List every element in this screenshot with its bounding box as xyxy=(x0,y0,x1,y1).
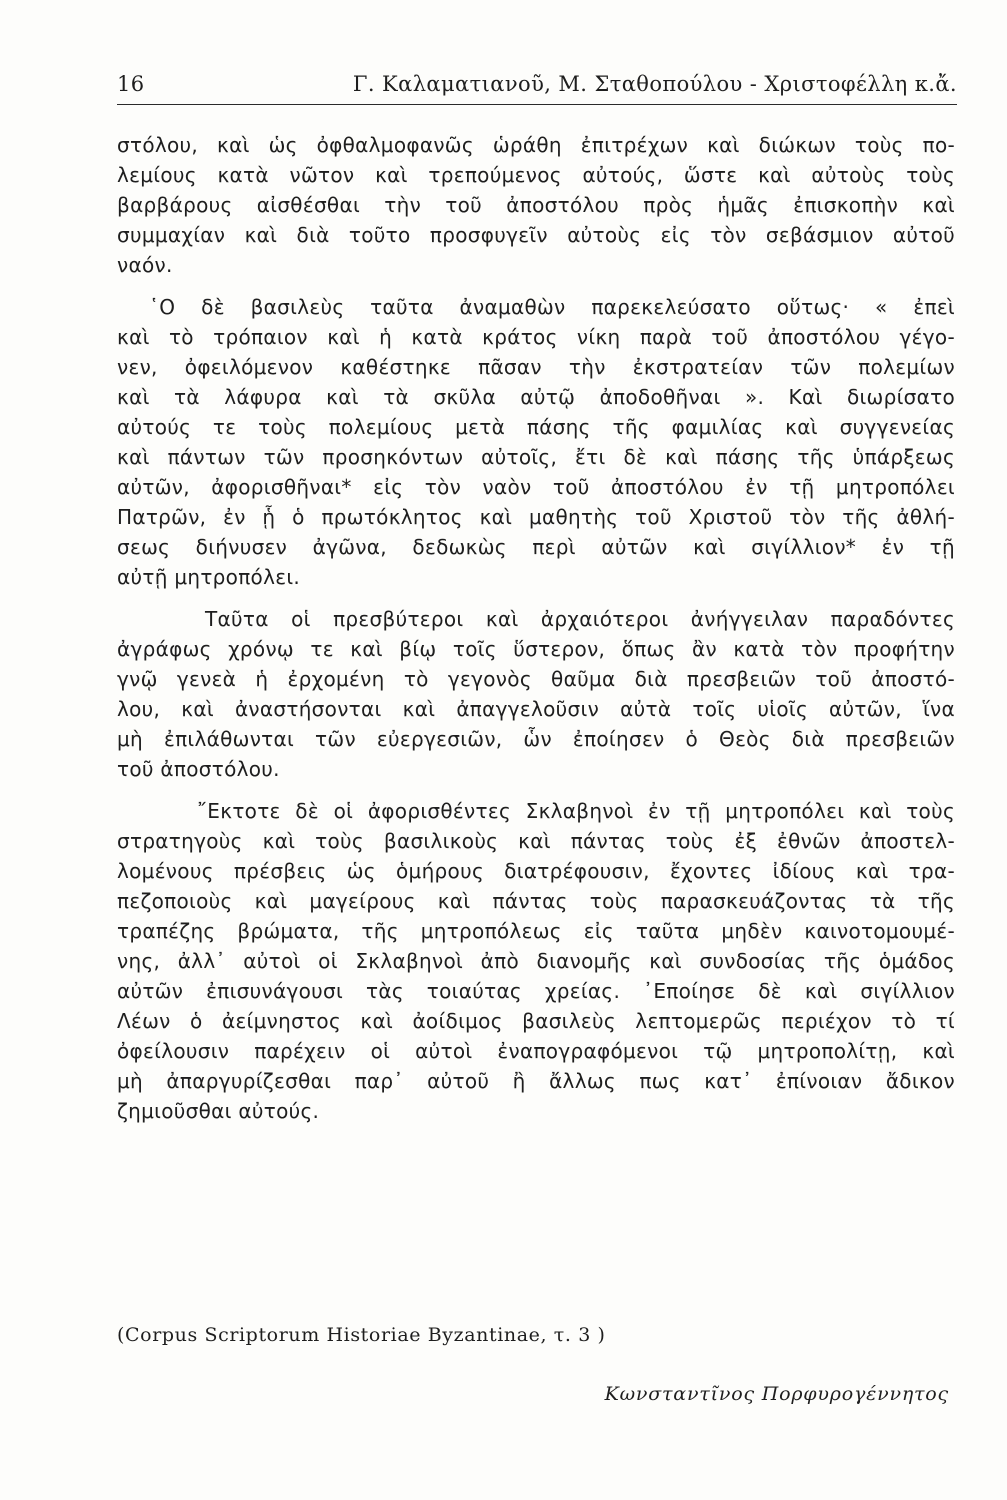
text-line: Ταῦτα οἱ πρεσβύτεροι καὶ ἀρχαιότεροι ἀνήγγειλαν παραδόντες xyxy=(205,607,955,631)
text-line: γνῷ γενεὰ ἡ ἐρχομένη τὸ γεγονὸς θαῦμα διὰ πρεσβειῶν τοῦ ἀποστό- xyxy=(117,667,955,691)
text-line: Λέων ὁ ἀείμνηστος καὶ ἀοίδιμος βασιλεὺς λεπτομερῶς περιέχον τὸ τί xyxy=(117,1009,955,1033)
text-line: αὐτῶν, ἀφορισθῆναι* εἰς τὸν ναὸν τοῦ ἀποστόλου ἐν τῇ μητροπόλει xyxy=(117,475,955,499)
text-line: καὶ πάντων τῶν προσηκόντων αὐτοῖς, ἔτι δὲ καὶ πάσης τῆς ὑπάρξεως xyxy=(117,445,955,469)
text-line: λου, καὶ ἀναστήσονται καὶ ἀπαγγελοῦσιν αὐτὰ τοῖς υἱοῖς αὐτῶν, ἵνα xyxy=(117,697,955,721)
paragraph-2 xyxy=(117,292,955,592)
text-line: Πατρῶν, ἐν ᾗ ὁ πρωτόκλητος καὶ μαθητὴς τοῦ Χριστοῦ τὸν τῆς ἀθλή- xyxy=(117,505,955,529)
text-line: ὀφείλουσιν παρέχειν οἱ αὐτοὶ ἐναπογραφόμενοι τῷ μητροπολίτῃ, καὶ xyxy=(117,1039,955,1063)
text-line: στρατηγοὺς καὶ τοὺς βασιλικοὺς καὶ πάντας τοὺς ἐξ ἐθνῶν ἀποστελ- xyxy=(117,829,955,853)
text-line: βαρβάρους αἰσθέσθαι τὴν τοῦ ἀποστόλου πρὸς ἡμᾶς ἐπισκοπὴν καὶ xyxy=(117,193,955,217)
paragraph-gap xyxy=(117,592,955,604)
source-citation: (Corpus Scriptorum Historiae Byzantinae, τ. 3 ) xyxy=(117,1324,606,1346)
paragraph-4 xyxy=(117,796,955,1126)
page-number: 16 xyxy=(117,72,145,96)
running-head xyxy=(117,68,957,102)
text-line: ζημιοῦσθαι αὐτούς. xyxy=(117,1099,320,1123)
text-line: τοῦ ἀποστόλου. xyxy=(117,757,280,781)
text-line: αὐτούς τε τοὺς πολεμίους μετὰ πάσης τῆς φαμιλίας καὶ συγγενείας xyxy=(117,415,955,439)
text-line: πεζοποιοὺς καὶ μαγείρους καὶ πάντας τοὺς παρασκευάζοντας τὰ τῆς xyxy=(117,889,955,913)
body-text xyxy=(117,130,955,1126)
text-line: αὐτῶν ἐπισυνάγουσι τὰς τοιαύτας χρείας. ᾿Εποίησε δὲ καὶ σιγίλλιον xyxy=(117,979,955,1003)
text-line: νης, ἀλλ᾽ αὐτοὶ οἱ Σκλαβηνοὶ ἀπὸ διανομῆς καὶ συνδοσίας τῆς ὁμάδος xyxy=(117,949,955,973)
text-line: καὶ τὸ τρόπαιον καὶ ἡ κατὰ κράτος νίκη παρὰ τοῦ ἀποστόλου γέγο- xyxy=(117,325,955,349)
text-line: λομένους πρέσβεις ὡς ὁμήρους διατρέφουσιν, ἔχοντες ἰδίους καὶ τρα- xyxy=(117,859,955,883)
author-signature: Κωνσταντῖνος Πορφυρογέννητος xyxy=(604,1383,949,1405)
text-line: λεμίους κατὰ νῶτον καὶ τρεπούμενος αὐτούς, ὥστε καὶ αὐτοὺς τοὺς xyxy=(117,163,955,187)
running-head-title: Γ. Καλαματιανοῦ, Μ. Σταθοπούλου - Χριστοφέλλη κ.ἄ. xyxy=(352,72,957,96)
text-line: συμμαχίαν καὶ διὰ τοῦτο προσφυγεῖν αὐτοὺς εἰς τὸν σεβάσμιον αὐτοῦ xyxy=(117,223,955,247)
text-line: ναόν. xyxy=(117,253,173,277)
text-line: καὶ τὰ λάφυρα καὶ τὰ σκῦλα αὐτῷ ἀποδοθῆναι ». Καὶ διωρίσατο xyxy=(117,385,955,409)
text-line: αὐτῇ μητροπόλει. xyxy=(117,565,301,589)
paragraph-3 xyxy=(117,604,955,784)
text-line: ῎Εκτοτε δὲ οἱ ἀφορισθέντες Σκλαβηνοὶ ἐν τῇ μητροπόλει καὶ τοὺς xyxy=(197,799,955,823)
paragraph-1 xyxy=(117,130,955,280)
text-line: τραπέζης βρώματα, τῆς μητροπόλεως εἰς ταῦτα μηδὲν καινοτομουμέ- xyxy=(117,919,955,943)
paragraph-gap xyxy=(117,280,955,292)
text-line: νεν, ὀφειλόμενον καθέστηκε πᾶσαν τὴν ἐκστρατείαν τῶν πολεμίων xyxy=(117,355,955,379)
paragraph-gap xyxy=(117,784,955,796)
text-line: στόλου, καὶ ὡς ὀφθαλμοφανῶς ὡράθη ἐπιτρέχων καὶ διώκων τοὺς πο- xyxy=(117,133,955,157)
text-line: ἀγράφως χρόνῳ τε καὶ βίῳ τοῖς ὕστερον, ὅπως ἂν κατὰ τὸν προφήτην xyxy=(117,637,955,661)
header-rule xyxy=(117,104,957,105)
text-line: μὴ ἐπιλάθωνται τῶν εὐεργεσιῶν, ὧν ἐποίησεν ὁ Θεὸς διὰ πρεσβειῶν xyxy=(117,727,955,751)
text-line: σεως διήνυσεν ἀγῶνα, δεδωκὼς περὶ αὐτῶν καὶ σιγίλλιον* ἐν τῇ xyxy=(117,535,955,559)
text-line: μὴ ἀπαργυρίζεσθαι παρ᾽ αὐτοῦ ἢ ἄλλως πως κατ᾽ ἐπίνοιαν ἄδικον xyxy=(117,1069,955,1093)
text-line: ῾Ο δὲ βασιλεὺς ταῦτα ἀναμαθὼν παρεκελεύσατο οὕτως· « ἐπεὶ xyxy=(149,295,955,319)
